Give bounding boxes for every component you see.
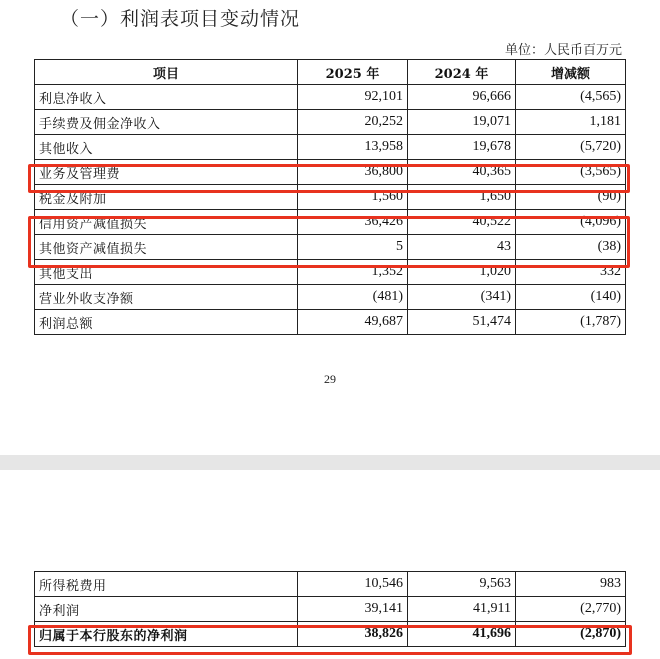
header-item: 项目 [35, 60, 298, 85]
unit-note: 单位：人民币百万元 [504, 43, 622, 58]
cell-2025: 39,141 [298, 597, 408, 622]
cell-2024: 1,020 [408, 260, 516, 285]
cell-change: (140) [516, 285, 626, 310]
cell-2025: 49,687 [298, 310, 408, 335]
row-label: 税金及附加 [35, 185, 298, 210]
cell-change: (1,787) [516, 310, 626, 335]
cell-2024: 19,071 [408, 110, 516, 135]
cell-2024: 51,474 [408, 310, 516, 335]
cell-change: (4,096) [516, 210, 626, 235]
table-row [35, 85, 626, 110]
row-label: 其他收入 [35, 135, 298, 160]
header-2024: 2024 年 [408, 60, 516, 85]
row-label: 手续费及佣金净收入 [35, 110, 298, 135]
cell-change: (90) [516, 185, 626, 210]
page-number: 29 [324, 372, 336, 386]
table-header-row [35, 60, 626, 85]
table-row [35, 185, 626, 210]
table-row [35, 597, 626, 622]
cell-change: (3,565) [516, 160, 626, 185]
cell-2024: 43 [408, 235, 516, 260]
income-statement-table [34, 59, 626, 335]
table-row [35, 310, 626, 335]
cell-2025: 5 [298, 235, 408, 260]
cell-change: 1,181 [516, 110, 626, 135]
table-row [35, 572, 626, 597]
cell-2024: 19,678 [408, 135, 516, 160]
cell-2024: 96,666 [408, 85, 516, 110]
cell-2025: 1,560 [298, 185, 408, 210]
row-label: 所得税费用 [35, 572, 298, 597]
table-row [35, 210, 626, 235]
cell-change: (5,720) [516, 135, 626, 160]
cell-change: (2,870) [516, 622, 626, 647]
cell-change: (2,770) [516, 597, 626, 622]
table-row [35, 260, 626, 285]
cell-change: 332 [516, 260, 626, 285]
table-row [35, 160, 626, 185]
row-label: 营业外收支净额 [35, 285, 298, 310]
cell-change: (4,565) [516, 85, 626, 110]
cell-2025: 36,426 [298, 210, 408, 235]
page-separator [0, 455, 660, 470]
row-label: 净利润 [35, 597, 298, 622]
row-label: 归属于本行股东的净利润 [35, 622, 298, 647]
row-label: 利润总额 [35, 310, 298, 335]
row-label: 信用资产减值损失 [35, 210, 298, 235]
cell-2025: 92,101 [298, 85, 408, 110]
section-heading: （一）利润表项目变动情况 [60, 8, 301, 30]
document-page-30 [0, 470, 660, 659]
cell-2024: 40,365 [408, 160, 516, 185]
table-row [35, 110, 626, 135]
cell-2025: 20,252 [298, 110, 408, 135]
cell-2024: (341) [408, 285, 516, 310]
header-2025: 2025 年 [298, 60, 408, 85]
cell-2024: 1,650 [408, 185, 516, 210]
cell-2024: 9,563 [408, 572, 516, 597]
cell-2025: 1,352 [298, 260, 408, 285]
income-statement-table-continued [34, 571, 626, 647]
cell-2025: 10,546 [298, 572, 408, 597]
header-change: 增减额 [516, 60, 626, 85]
cell-2024: 40,522 [408, 210, 516, 235]
cell-2025: 38,826 [298, 622, 408, 647]
cell-2025: 13,958 [298, 135, 408, 160]
row-label: 利息净收入 [35, 85, 298, 110]
row-label: 其他资产减值损失 [35, 235, 298, 260]
row-label: 业务及管理费 [35, 160, 298, 185]
cell-2024: 41,911 [408, 597, 516, 622]
cell-2025: (481) [298, 285, 408, 310]
table-row [35, 235, 626, 260]
cell-2024: 41,696 [408, 622, 516, 647]
table-row [35, 285, 626, 310]
cell-change: 983 [516, 572, 626, 597]
cell-change: (38) [516, 235, 626, 260]
cell-2025: 36,800 [298, 160, 408, 185]
row-label: 其他支出 [35, 260, 298, 285]
table-row [35, 135, 626, 160]
table-row [35, 622, 626, 647]
